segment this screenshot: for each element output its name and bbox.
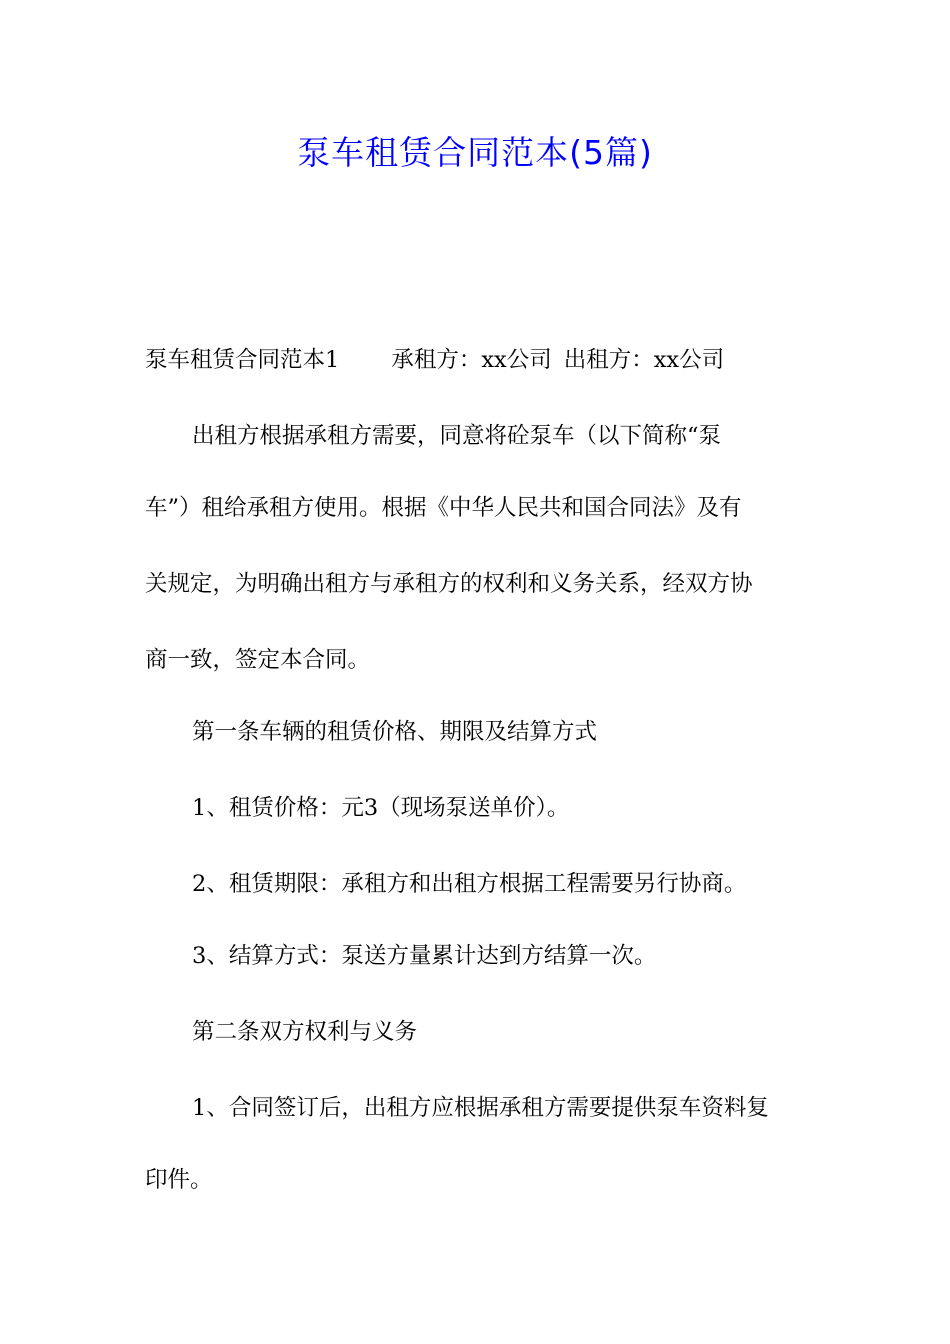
paragraph-line: 关规定，为明确出租方与承租方的权利和义务关系，经双方协 bbox=[145, 571, 753, 597]
paragraph-line: 商一致，签定本合同。 bbox=[145, 647, 371, 673]
contract-heading: 泵车租赁合同范本1 bbox=[145, 347, 340, 373]
clause-item: 1、租赁价格：元3（现场泵送单价）。 bbox=[192, 795, 570, 821]
lessee-label: 承租方：xx公司 bbox=[391, 347, 552, 373]
paragraph-line: 出租方根据承租方需要，同意将砼泵车（以下简称“泵 bbox=[192, 423, 722, 449]
paragraph-line: 印件。 bbox=[145, 1167, 213, 1193]
contract-lead-line bbox=[145, 342, 815, 378]
section-heading: 第一条车辆的租赁价格、期限及结算方式 bbox=[192, 719, 598, 745]
lessor-label: 出租方：xx公司 bbox=[563, 347, 725, 373]
paragraph-line: 车”）租给承租方使用。根据《中华人民共和国合同法》及有 bbox=[145, 495, 742, 521]
clause-item: 2、租赁期限：承租方和出租方根据工程需要另行协商。 bbox=[192, 871, 747, 897]
section-heading: 第二条双方权利与义务 bbox=[192, 1019, 418, 1045]
document-title: 泵车租赁合同范本(5篇) bbox=[297, 133, 653, 172]
clause-item: 3、结算方式：泵送方量累计达到方结算一次。 bbox=[192, 943, 657, 969]
clause-item: 1、合同签订后，出租方应根据承租方需要提供泵车资料复 bbox=[192, 1095, 769, 1121]
